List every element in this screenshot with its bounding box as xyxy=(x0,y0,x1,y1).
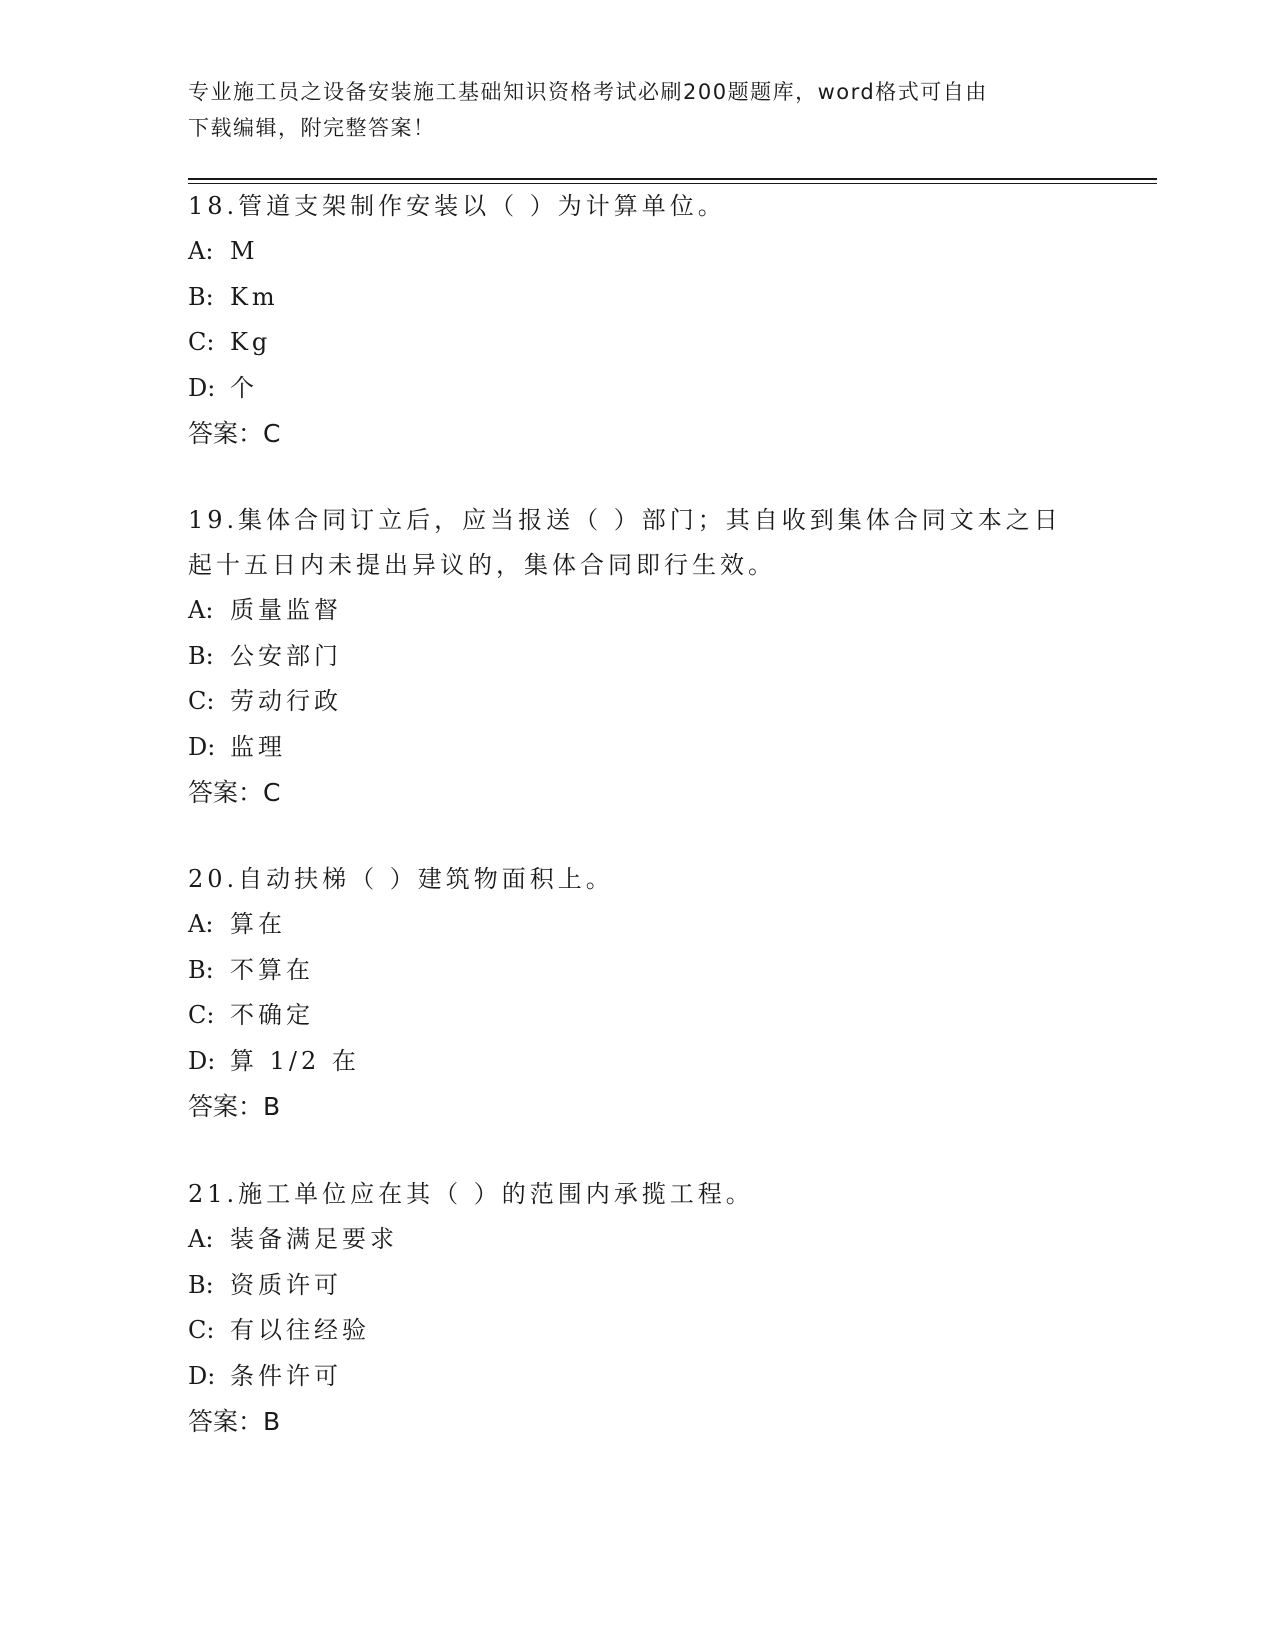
option-key: C: xyxy=(188,1001,215,1029)
question-19 xyxy=(188,498,1088,815)
option-key: D: xyxy=(188,373,216,402)
option-d xyxy=(188,366,1088,412)
option-text: 条件许可 xyxy=(230,1361,342,1390)
option-d xyxy=(188,1039,1088,1085)
option-key: A: xyxy=(188,910,214,938)
option-text: 个 xyxy=(230,373,258,402)
answer-line: 答案：B xyxy=(188,1092,281,1121)
option-d xyxy=(188,1354,1088,1400)
question-stem: 20.自动扶梯（ ）建筑物面积上。 xyxy=(188,865,614,893)
question-stem: 21.施工单位应在其（ ）的范围内承揽工程。 xyxy=(188,1180,754,1208)
option-c xyxy=(188,1308,1088,1354)
option-b xyxy=(188,1263,1088,1309)
option-text: 监理 xyxy=(230,732,286,761)
option-d xyxy=(188,725,1088,771)
option-key: A: xyxy=(188,1225,214,1253)
option-key: C: xyxy=(188,1316,215,1344)
option-b xyxy=(188,275,1088,321)
option-text: 装备满足要求 xyxy=(230,1225,398,1253)
option-text: 公安部门 xyxy=(230,641,342,670)
answer-line: 答案：C xyxy=(188,778,281,807)
option-text: 不算在 xyxy=(230,955,314,984)
answer-line: 答案：B xyxy=(188,1407,281,1436)
answer-line: 答案：C xyxy=(188,419,281,448)
option-b xyxy=(188,948,1088,994)
question-stem: 18.管道支架制作安装以（ ）为计算单位。 xyxy=(188,192,726,220)
option-a xyxy=(188,588,1088,634)
option-text: M xyxy=(230,237,259,265)
option-key: B: xyxy=(188,282,214,311)
option-text: 有以往经验 xyxy=(230,1316,370,1344)
question-20 xyxy=(188,857,1088,1129)
option-key: A: xyxy=(188,237,214,265)
option-b xyxy=(188,634,1088,680)
header-divider-thick xyxy=(188,178,1157,180)
option-a xyxy=(188,902,1088,948)
option-key: D: xyxy=(188,732,216,761)
option-key: B: xyxy=(188,955,214,984)
header-line-1: 专业施工员之设备安装施工基础知识资格考试必刷200题题库，word格式可自由 xyxy=(188,80,988,104)
option-text: 算在 xyxy=(230,910,286,938)
option-text: 不确定 xyxy=(230,1001,314,1029)
option-key: D: xyxy=(188,1046,216,1075)
option-c xyxy=(188,320,1088,366)
option-text: 算 1/2 在 xyxy=(230,1046,360,1075)
option-text: 质量监督 xyxy=(230,596,342,624)
document-header xyxy=(188,74,1088,146)
option-text: Kg xyxy=(230,328,272,356)
option-c xyxy=(188,679,1088,725)
option-key: C: xyxy=(188,328,215,356)
option-a xyxy=(188,1217,1088,1263)
option-c xyxy=(188,993,1088,1039)
option-text: 资质许可 xyxy=(230,1270,342,1299)
option-key: B: xyxy=(188,1270,214,1299)
question-18 xyxy=(188,184,1088,456)
option-key: B: xyxy=(188,641,214,670)
header-line-2: 下载编辑，附完整答案！ xyxy=(188,116,436,140)
option-key: D: xyxy=(188,1361,216,1390)
question-21 xyxy=(188,1172,1088,1444)
option-text: Km xyxy=(230,282,279,311)
option-text: 劳动行政 xyxy=(230,687,342,715)
option-a xyxy=(188,229,1088,275)
option-key: A: xyxy=(188,596,214,624)
question-stem: 19.集体合同订立后，应当报送（ ）部门；其自收到集体合同文本之日起十五日内未提出异议的，集体合同即行生效。 xyxy=(188,506,1062,579)
option-key: C: xyxy=(188,687,215,715)
